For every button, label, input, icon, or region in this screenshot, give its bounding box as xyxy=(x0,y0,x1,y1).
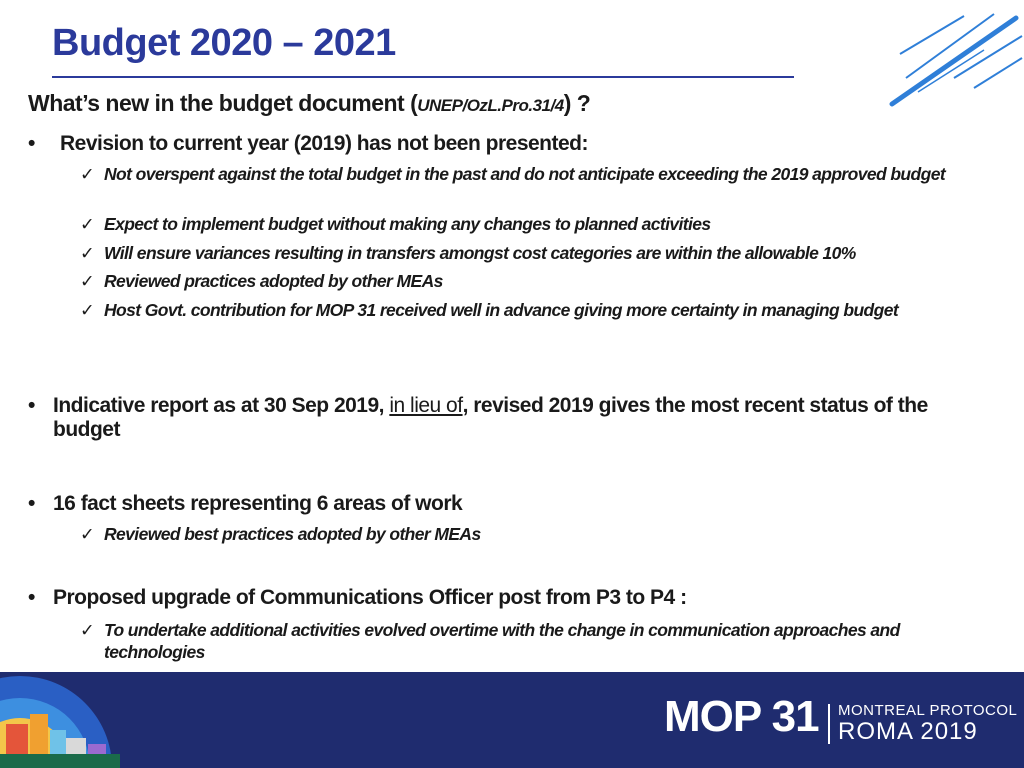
document-reference: UNEP/OzL.Pro.31/4 xyxy=(417,96,564,115)
title-underline xyxy=(52,76,794,78)
bullet-text xyxy=(53,394,973,442)
checkmark-icon: ✓ xyxy=(80,620,95,640)
check-item-text: To undertake additional activities evolved overtime with the change in communication approaches and technologies xyxy=(104,620,900,662)
check-item-text: Reviewed best practices adopted by other MEAs xyxy=(104,524,481,544)
checkmark-icon: ✓ xyxy=(80,214,95,234)
logo-divider xyxy=(828,704,830,744)
in-lieu-of-text: in lieu of xyxy=(389,394,463,417)
checkmark-icon: ✓ xyxy=(80,164,95,184)
bullet-marker: • xyxy=(28,492,35,515)
footer-band xyxy=(0,672,1024,768)
bullet-marker: • xyxy=(28,132,35,155)
bullet-marker: • xyxy=(28,394,35,417)
slide-title: Budget 2020 – 2021 xyxy=(52,22,396,64)
checkmark-icon: ✓ xyxy=(80,300,95,320)
bullet-text: Proposed upgrade of Communications Officer post from P3 to P4 : xyxy=(53,586,687,609)
budget-question xyxy=(28,90,590,117)
check-item-text: Will ensure variances resulting in transfers amongst cost categories are within the allowable 10% xyxy=(104,243,856,263)
bullet-marker: • xyxy=(28,586,35,609)
bullet-text: Revision to current year (2019) has not been presented: xyxy=(60,132,588,155)
checkmark-icon: ✓ xyxy=(80,243,95,263)
montreal-protocol-label: MONTREAL PROTOCOL xyxy=(838,702,1018,719)
check-item-text: Not overspent against the total budget in the past and do not anticipate exceeding the 2019 approved budget xyxy=(104,164,946,184)
bullet-text-part: , revised 2019 gives the most recent status of the budget xyxy=(53,394,928,441)
bullet-text: 16 fact sheets representing 6 areas of work xyxy=(53,492,463,515)
decorative-streaks-graphic xyxy=(884,8,1024,112)
bullet-text-part: Indicative report as at 30 Sep 2019, xyxy=(53,394,390,417)
checkmark-icon: ✓ xyxy=(80,524,95,544)
mop31-logo-text: MOP 31 xyxy=(664,692,819,741)
question-prefix: What’s new in the budget document ( xyxy=(28,90,418,116)
conference-artwork-image xyxy=(0,672,170,768)
check-item-text: Host Govt. contribution for MOP 31 received well in advance giving more certainty in managing budget xyxy=(104,300,899,320)
question-suffix: ) ? xyxy=(563,90,591,116)
check-item-text: Reviewed practices adopted by other MEAs xyxy=(104,271,443,291)
check-item-text: Expect to implement budget without making any changes to planned activities xyxy=(104,214,711,234)
checkmark-icon: ✓ xyxy=(80,271,95,291)
roma-2019-label: ROMA 2019 xyxy=(838,718,978,745)
